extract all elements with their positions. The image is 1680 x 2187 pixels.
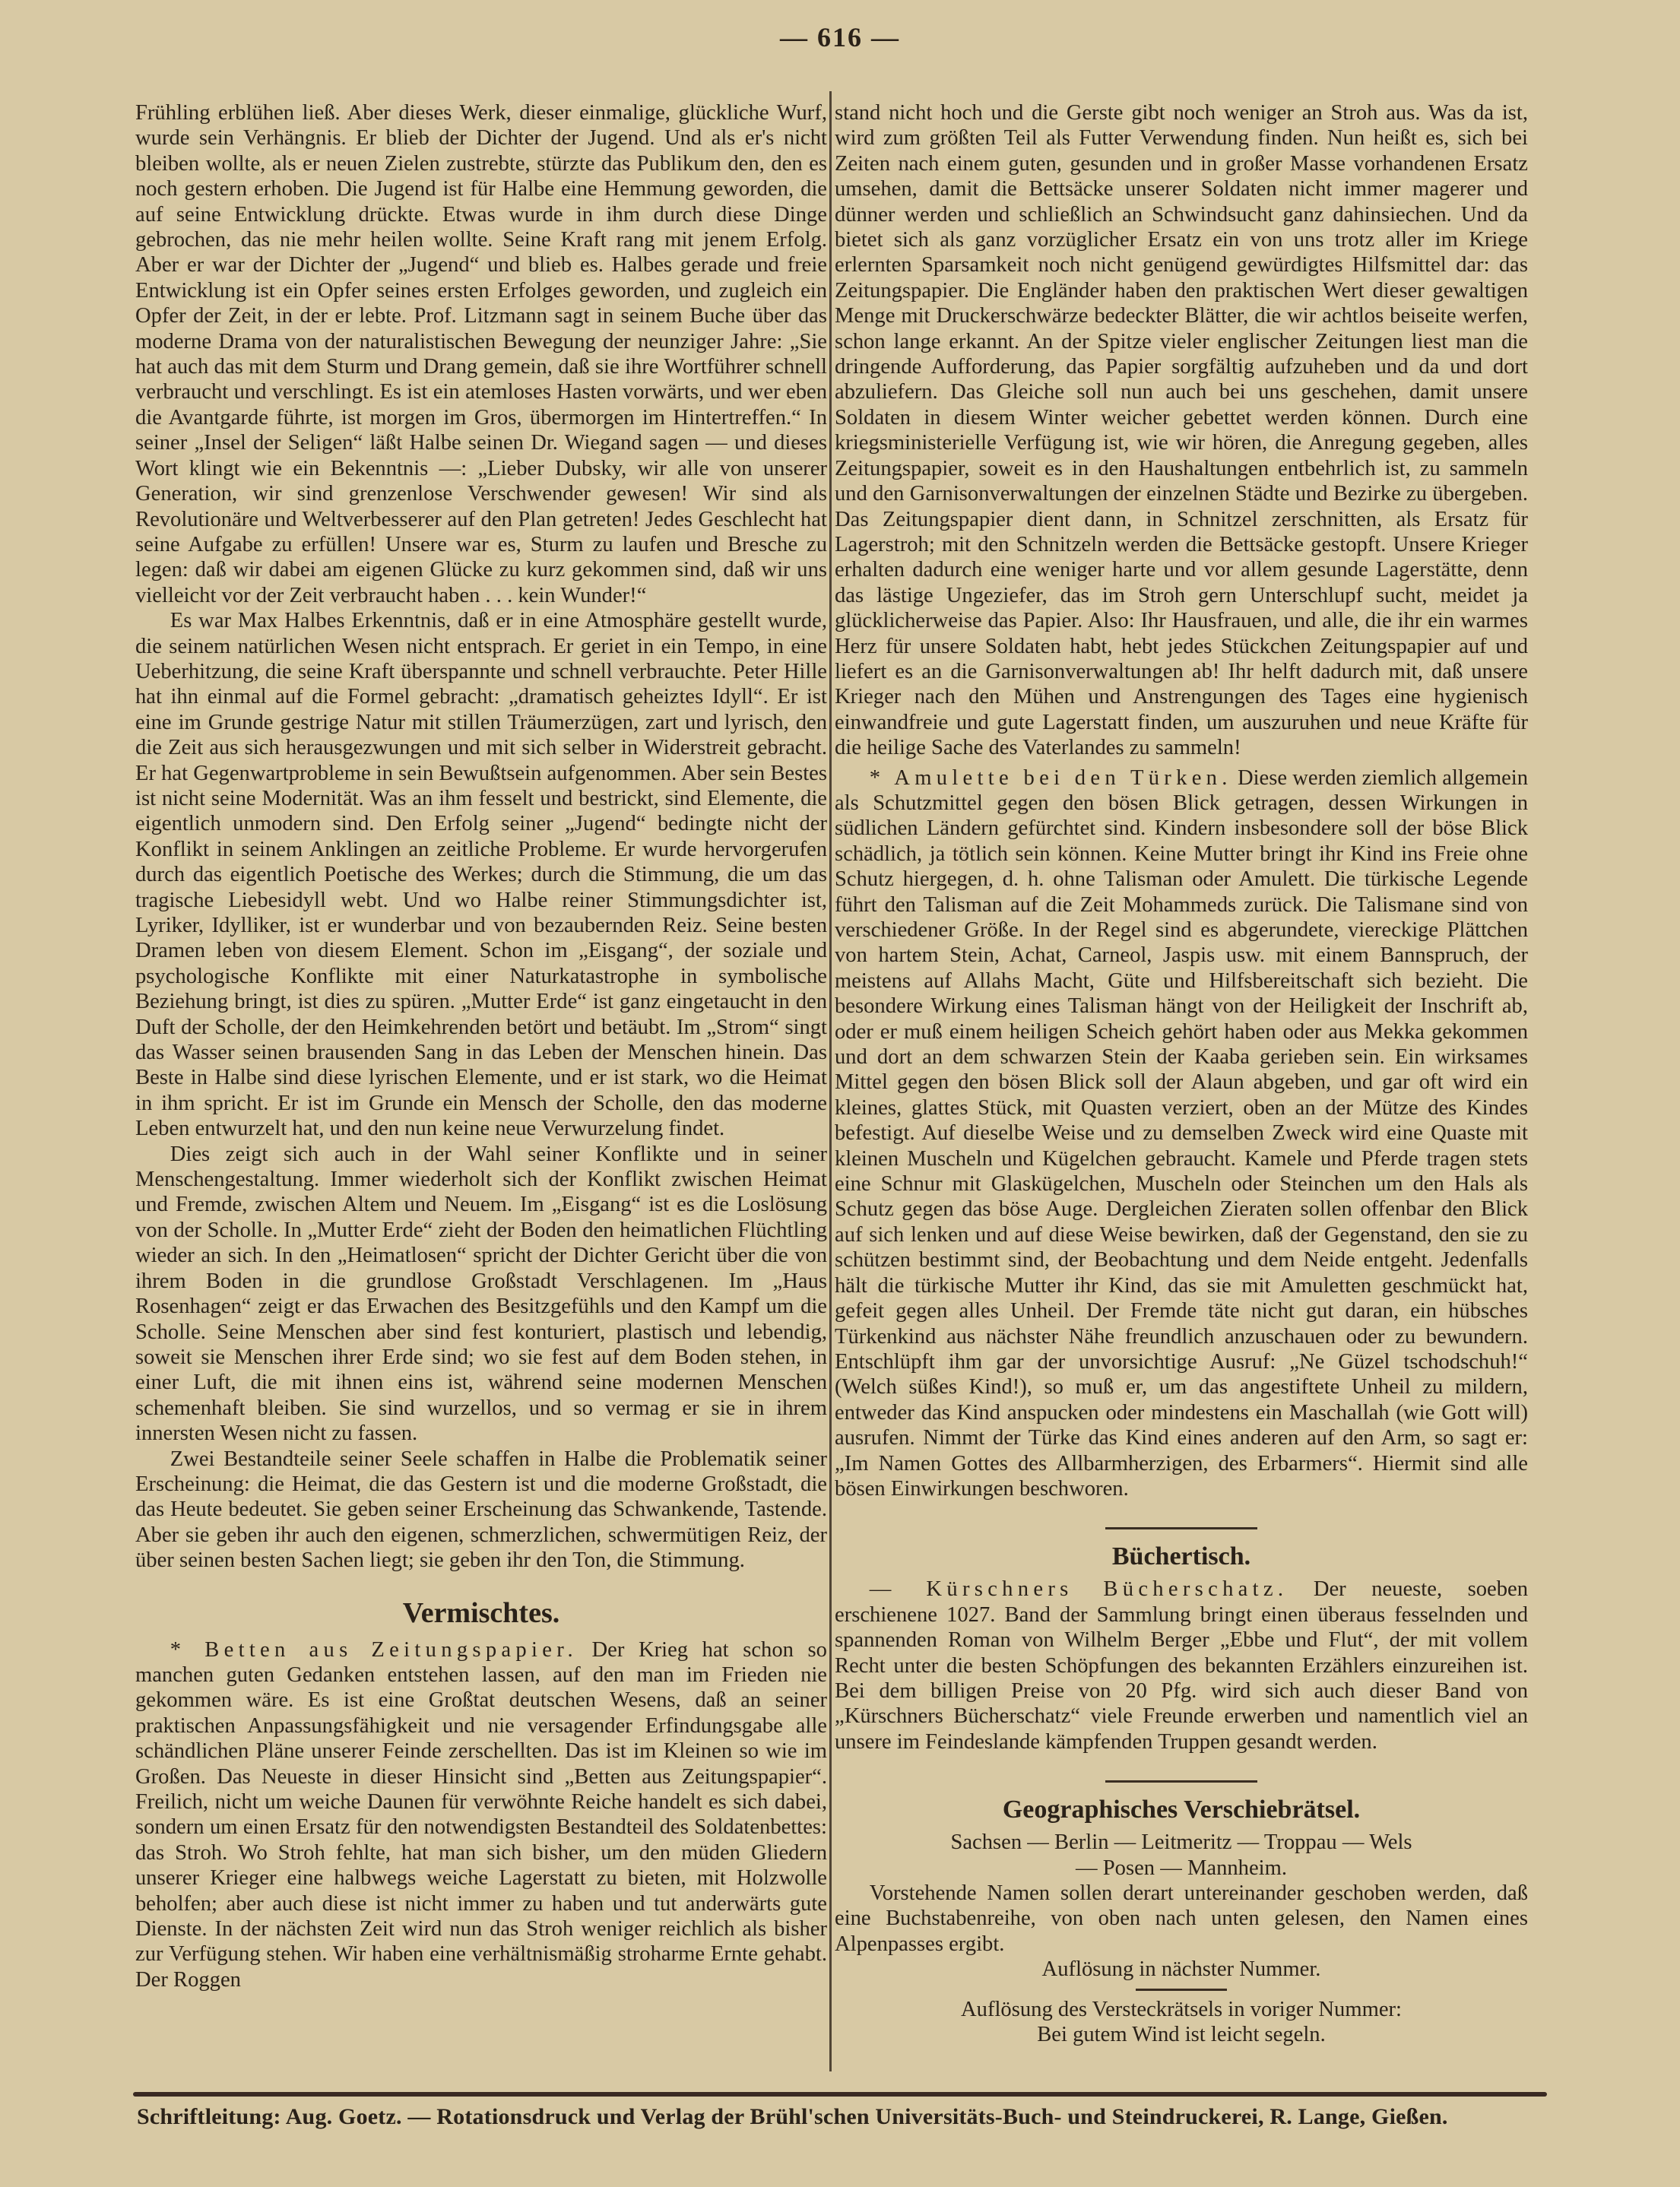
article-amulette [835, 765, 1528, 1502]
raetsel-solution-label: Auflösung des Versteckrätsels in voriger Nummer: [961, 1997, 1402, 2021]
article-betten [135, 1637, 827, 1993]
section-heading-raetsel: Geographisches Verschiebrätsel. [1002, 1796, 1361, 1824]
raetsel-solution: Bei gutem Wind ist leicht segeln. [1037, 2023, 1326, 2047]
paragraph: Zwei Bestandteile seiner Seele schaffen in Halbe die Problematik seiner Erscheinung: die Heimat, die das Gestern ist und die moderne Großstadt, die das Heute bedeutet. Sie geben seiner Erscheinung das Schwankende, Tastende. Aber sie geben ihr auch den eigenen, schmerzlichen, schwermütigen Reiz, der über seinen besten Sachen liegt; sie geben ihr den Ton, die Stimmung. [135, 1447, 827, 1573]
footer-rule [133, 2092, 1547, 2097]
paragraph: Dies zeigt sich auch in der Wahl seiner Konflikte und in seiner Menschengestaltung. Immer wiederholt sich der Konflikt zwischen Heimat und Fremde, zwischen Altem und Neuem. Im „Eisgang“ ist es die Loslösung von der Scholle. In „Mutter Erde“ zieht der Boden den heimatlichen Flüchtling wieder an sich. In den „Heimatlosen“ spricht der Dichter Gericht über die von ihrem Boden in die grundlose Großstadt Verschlagenen. Im „Haus Rosenhagen“ zeigt er das Erwachen des Besitzgefühls und den Kampf um die Scholle. Seine Menschen aber sind fest konturiert, plastisch und lebendig, soweit sie Menschen ihrer Erde sind; wo sie fest auf dem Boden stehen, in einer Luft, die mit ihnen eins ist, während seine modernen Menschen schemenhaft bleiben. Sie sind wurzellos, und so vermag er sie in ihrem innersten Wesen nicht zu fassen. [135, 1142, 827, 1446]
imprint-footer: Schriftleitung: Aug. Goetz. — Rotationsdruck und Verlag der Brühl'schen Universitäts-Buch- und Steindruckerei, R. Lange, Gießen. [137, 2104, 1448, 2129]
raetsel-instructions: Vorstehende Namen sollen derart untereinander geschoben werden, daß eine Buchstabenreihe, von oben nach unten gelesen, den Namen eines Alpenpasses ergibt. [835, 1881, 1528, 1956]
article-title: * Betten aus Zeitungspapier. [170, 1637, 578, 1662]
left-column [135, 100, 827, 1992]
raetsel-names-line: — Posen — Mannheim. [1076, 1856, 1287, 1880]
section-rule [1105, 1527, 1257, 1529]
article-body: Der neueste, soeben erschienene 1027. Band der Sammlung bringt einen überaus fesselnden und spannenden Roman von Wilhelm Berger „Ebbe und Flut“, der mit vollem Recht unter die besten Schöpfungen des bekannten Erzählers einzureihen ist. Bei dem billigen Preise von 20 Pfg. wird sich auch dieser Band von „Kürschners Bücherschatz“ viele Freunde erwerben und namentlich viel an unsere im Feindeslande kämpfenden Truppen gesandt werden. [835, 1577, 1528, 1754]
article-buechertisch [835, 1577, 1528, 1754]
right-column [835, 100, 1528, 2047]
article-title: — Kürschners Bücherschatz. [869, 1577, 1289, 1602]
article-body: Diese werden ziemlich allgemein als Schutzmittel gegen den bösen Blick getragen, dessen Wirkungen in südlichen Ländern gefürchtet sind. Kindern insbesondere soll der böse Blick schädlich, ja tötlich sein können. Keine Mutter bringt ihr Kind ins Freie ohne Schutz hiergegen, d. h. ohne Talisman oder Amulett. Die türkische Legende führt den Talisman auf die Zeit Mohammeds zurück. Die Talismane sind von verschiedener Größe. In der Regel sind es abgerundete, viereckige Plättchen von hartem Stein, Achat, Carneol, Jaspis usw. mit einem Bannspruch, der meistens auf Allahs Macht, Güte und Hilfsbereitschaft sich bezieht. Die besondere Wirkung eines Talisman hängt von der Heiligkeit der Inschrift ab, oder er muß einem heiligen Scheich gehört haben oder aus Mekka gekommen und dort an dem schwarzen Stein der Kaaba gerieben sein. Ein wirksames Mittel gegen den bösen Blick soll der Alaun abgeben, und gar oft wird ein kleines, glattes Stück, mit Quasten verziert, oben an der Mütze des Kindes befestigt. Auf dieselbe Weise und zu demselben Zweck wird eine Quaste mit kleinen Muscheln und Kügelchen gebraucht. Kamele und Pferde tragen stets eine Schnur mit Glaskügelchen, Muscheln oder Steinchen um den Hals als Schutz gegen das böse Auge. Dergleichen Zieraten sollen offenbar den Blick auf sich lenken und auf diese Weise bewirken, daß der Gegenstand, den sie zu schützen bestimmt sind, der Beobachtung und dem Neide entgeht. Jedenfalls hält die türkische Mutter ihr Kind, das sie mit Amuletten geschmückt hat, gefeit gegen alles Unheil. Der Fremde täte nicht gut daran, ein hübsches Türkenkind aus nächster Nähe freundlich anzuschauen oder zu bewundern. Entschlüpft ihm gar der unvorsichtige Ausruf: „Ne Güzel tschodschuh!“ (Welch süßes Kind!), so muß er, um das angestiftete Unheil zu mildern, entweder das Kind anspucken oder mindestens ein Maschallah (wie Gott will) ausrufen. Nimmt der Türke das Kind eines anderen auf den Arm, so sagt er: „Im Namen Gottes des Allbarmherzigen, des Erbarmers“. Hiermit sind alle bösen Einwirkungen beschworen. [835, 765, 1528, 1501]
article-body: Der Krieg hat schon so manchen guten Gedanken entstehen lassen, auf den man im Frieden nie gekommen wäre. Es ist eine Großtat deutschen Wesens, daß an seiner praktischen Anpassungsfähigkeit und nie versagender Erfindungsgabe alle schändlichen Pläne unserer Feinde zerschellten. Das ist im Kleinen so wie im Großen. Das Neueste in dieser Hinsicht sind „Betten aus Zeitungspapier“. Freilich, nicht um weiche Daunen für verwöhnte Reiche handelt es sich dabei, sondern um einen Ersatz für den notwendigsten Bestandteil des Soldatenbettes: das Stroh. Wo Stroh fehlte, hat man sich bisher, um den müden Gliedern unserer Krieger eine halbwegs weiche Lagerstatt zu bieten, mit Holzwolle beholfen; aber auch diese ist nicht immer zu haben und tut anderwärts gute Dienste. In der nächsten Zeit wird nun das Stroh weniger reichlich als bisher zur Verfügung stehen. Wir haben eine verhältnismäßig stroharme Ernte gehabt. Der Roggen [135, 1637, 827, 1992]
article-title: * Amulette bei den Türken. [869, 765, 1232, 790]
paragraph: Frühling erblühen ließ. Aber dieses Werk, dieser einmalige, glückliche Wurf, wurde sein Verhängnis. Er blieb der Dichter der Jugend. Und als er's nicht bleiben wollte, als er neuen Zielen zustrebte, stürzte das Publikum den, den es noch gestern erhoben. Die Jugend ist für Halbe eine Hemmung geworden, die auf seine Entwicklung drückte. Etwas wurde in ihm durch diese Dinge gebrochen, das nie mehr heilen wollte. Seine Kraft rang mit jenem Erfolg. Aber er war der Dichter der „Jugend“ und blieb es. Halbes gerade und freie Entwicklung ist ein Opfer seines ersten Erfolges geworden, und zugleich ein Opfer der Zeit, in der er lebte. Prof. Litzmann sagt in seinem Buche über das moderne Drama von der naturalistischen Bewegung der neunziger Jahre: „Sie hat auch das mit dem Sturm und Drang gemein, daß sie ihre Wortführer schnell verbraucht und verschlingt. Es ist ein atemloses Hasten vorwärts, und wer eben die Avantgarde führte, ist morgen im Gros, übermorgen im Hintertreffen.“ In seiner „Insel der Seligen“ läßt Halbe seinen Dr. Wiegand sagen — und dieses Wort klingt wie ein Bekenntnis —: „Lieber Dubsky, wir alle von unserer Generation, wir sind grenzenlose Verschwender gewesen! Wir sind als Revolutionäre und Weltverbesserer auf den Plan getreten! Jedes Geschlecht hat seine Aufgabe zu erfüllen! Unsere war es, Sturm zu laufen und Bresche zu legen: daß wir dabei am eigenen Glücke zu kurz gekommen sind, daß wir uns vielleicht vor der Zeit verbraucht haben . . . kein Wunder!“ [135, 101, 827, 607]
section-heading-buechertisch: Büchertisch. [1111, 1542, 1251, 1571]
section-heading-vermischtes: Vermischtes. [402, 1596, 560, 1629]
paragraph: Es war Max Halbes Erkenntnis, daß er in eine Atmosphäre gestellt wurde, die seinem natürlichen Wesen nicht entsprach. Er geriet in ein Tempo, in eine Ueberhitzung, die seine Kraft überspannte und schnell verbrauchte. Peter Hille hat ihn einmal auf die Formel gebracht: „dramatisch geheiztes Idyll“. Er ist eine im Grunde gestrige Natur mit stillen Träumerzügen, zart und lyrisch, den die Zeit aus sich herausgezwungen und mit sich selber in Widerstreit gebracht. Er hat Gegenwartprobleme in sein Bewußtsein aufgenommen. Aber sein Bestes ist nicht seine Modernität. Was an ihm fesselt und bestrickt, sind Elemente, die eigentlich unmodern sind. Den Erfolg seiner „Jugend“ bedingte nicht der Konflikt in seinem Anklingen an zeitliche Probleme. Er wurde hervorgerufen durch das eigentlich Poetische des Werkes; durch die Stimmung, die um das tragische Liebesidyll webt. Und wo Halbe reiner Stimmungsdichter ist, Lyriker, Idylliker, ist er wunderbar und von bezaubernden Reiz. Seine besten Dramen leben von diesem Element. Schon im „Eisgang“, der soziale und psychologische Konflikte mit einer Naturkatastrophe in symbolische Beziehung bringt, ist dies zu spüren. „Mutter Erde“ ist ganz eingetaucht in den Duft der Scholle, der den Heimkehrenden betört und betäubt. Im „Strom“ singt das Wasser seinen brausenden Sang in das Leben der Menschen hinein. Das Beste in Halbe sind diese lyrischen Elemente, und er ist stark, wo die Heimat in ihm spricht. Er ist im Grunde ein Mensch der Scholle, den das moderne Leben entwurzelt hat, und den nun keine neue Verwurzelung findet. [135, 609, 827, 1141]
column-divider [829, 91, 832, 2071]
raetsel-names-line: Sachsen — Berlin — Leitmeritz — Troppau — Wels [950, 1830, 1412, 1855]
section-rule [1136, 1989, 1227, 1991]
page-number: — 616 — [780, 22, 900, 52]
raetsel-next: Auflösung in nächster Nummer. [1041, 1957, 1321, 1982]
article-betten-continued: stand nicht hoch und die Gerste gibt noch weniger an Stroh aus. Was da ist, wird zum größten Teil als Futter Verwendung finden. Nun heißt es, sich bei Zeiten nach einem guten, gesunden und in großer Masse vorhandenen Ersatz umsehen, damit die Bettsäcke unserer Soldaten nicht immer magerer und dünner werden und schließlich an Schwindsucht ganz dahinsiechen. Und da bietet sich als ganz vorzüglicher Ersatz ein von uns trotz aller im Kriege erlernten Sparsamkeit noch nicht genügend gewürdigtes Hilfsmittel dar: das Zeitungspapier. Die Engländer haben den praktischen Wert dieser gewaltigen Menge mit Druckerschwärze bedeckter Blätter, die wir achtlos beiseite werfen, schon lange erkannt. An der Spitze vieler englischer Zeitungen liest man die dringende Aufforderung, das Papier sorgfältig aufzuheben und da und dort abzuliefern. Das Gleiche soll nun auch bei uns geschehen, damit unsere Soldaten in diesem Winter weicher gebettet werden können. Durch eine kriegsministerielle Verfügung ist, wie wir hören, die Anregung gegeben, alles Zeitungspapier, soweit es in den Haushaltungen entbehrlich ist, zu sammeln und den Garnisonverwaltungen der einzelnen Städte und Bezirke zu übergeben. Das Zeitungspapier dient dann, in Schnitzel zerschnitten, als Ersatz für Lagerstroh; mit den Schnitzeln werden die Bettsäcke gestopft. Unsere Krieger erhalten dadurch eine weniger harte und vor allem gesunde Lagerstätte, denn das lästige Ungeziefer, das im Stroh gern Unterschlupf sucht, meidet ja glücklicherweise das Papier. Also: Ihr Hausfrauen, und alle, die ihr ein warmes Herz für unsere Soldaten habt, hebt jedes Stückchen Zeitungspapier auf und liefert es an die Garnisonverwaltungen ab! Ihr helft dadurch mit, daß unsere Krieger nach den Mühen und Anstrengungen des Tages eine hygienisch einwandfreie und gute Lagerstatt finden, um auszuruhen und neue Kräfte für die heilige Sache des Vaterlandes zu sammeln! [835, 101, 1528, 760]
section-rule [1105, 1780, 1257, 1783]
